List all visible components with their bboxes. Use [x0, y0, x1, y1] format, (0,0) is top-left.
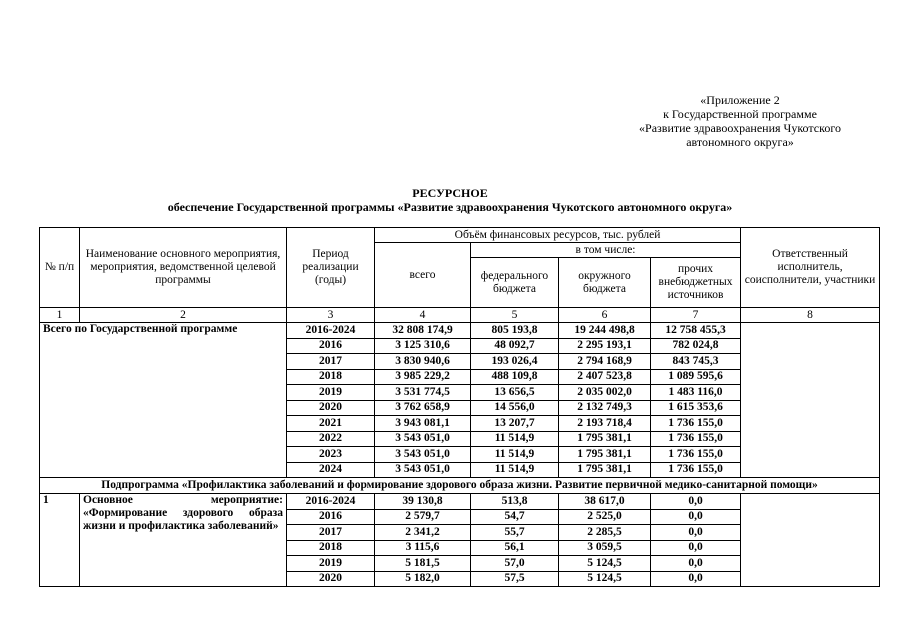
total-cell: 3 830 940,6 — [375, 354, 471, 370]
district-cell: 2 285,5 — [559, 525, 651, 541]
total-cell: 3 762 658,9 — [375, 400, 471, 416]
federal-cell: 11 514,9 — [471, 462, 559, 478]
document-title — [40, 186, 860, 214]
district-cell: 2 295 193,1 — [559, 338, 651, 354]
other-cell: 1 736 155,0 — [651, 462, 741, 478]
federal-cell: 57,0 — [471, 556, 559, 572]
other-cell: 0,0 — [651, 571, 741, 587]
total-cell: 3 531 774,5 — [375, 385, 471, 401]
column-number: 7 — [651, 308, 741, 323]
other-cell: 1 089 595,6 — [651, 369, 741, 385]
header-name: Наименование основного мероприятия, мероприятия, ведомственной целевой программы — [80, 228, 287, 308]
total-label: Всего по Государственной программе — [40, 323, 287, 478]
appendix-note — [590, 93, 890, 149]
header-federal: федерального бюджета — [471, 258, 559, 308]
header-period: Период реализации (годы) — [287, 228, 375, 308]
column-number: 8 — [741, 308, 880, 323]
district-cell: 1 795 381,1 — [559, 431, 651, 447]
measure-label: Основное мероприятие: «Формирование здорового образа жизни и профилактика заболеваний» — [80, 494, 287, 587]
total-cell: 3 115,6 — [375, 540, 471, 556]
column-number: 4 — [375, 308, 471, 323]
total-cell: 3 543 051,0 — [375, 447, 471, 463]
federal-cell: 13 207,7 — [471, 416, 559, 432]
appendix-line: к Государственной программе — [663, 107, 817, 121]
appendix-line: «Приложение 2 — [700, 93, 780, 107]
total-cell: 2 341,2 — [375, 525, 471, 541]
total-cell: 3 943 081,1 — [375, 416, 471, 432]
total-cell: 5 181,5 — [375, 556, 471, 572]
federal-cell: 48 092,7 — [471, 338, 559, 354]
federal-cell: 13 656,5 — [471, 385, 559, 401]
total-cell: 2 579,7 — [375, 509, 471, 525]
other-cell: 1 615 353,6 — [651, 400, 741, 416]
federal-cell: 193 026,4 — [471, 354, 559, 370]
other-cell: 0,0 — [651, 509, 741, 525]
federal-cell: 488 109,8 — [471, 369, 559, 385]
column-number: 2 — [80, 308, 287, 323]
federal-cell: 55,7 — [471, 525, 559, 541]
column-number: 5 — [471, 308, 559, 323]
federal-cell: 57,5 — [471, 571, 559, 587]
appendix-line: автономного округа» — [686, 135, 794, 149]
other-cell: 0,0 — [651, 556, 741, 572]
responsible-cell — [741, 494, 880, 587]
other-cell: 1 736 155,0 — [651, 416, 741, 432]
district-cell: 38 617,0 — [559, 494, 651, 510]
period-cell: 2023 — [287, 447, 375, 463]
column-number: 1 — [40, 308, 80, 323]
period-cell: 2017 — [287, 354, 375, 370]
title-line-2: обеспечение Государственной программы «Развитие здравоохранения Чукотского автономного округа» — [167, 200, 733, 214]
period-cell: 2016 — [287, 509, 375, 525]
district-cell: 1 795 381,1 — [559, 447, 651, 463]
total-cell: 39 130,8 — [375, 494, 471, 510]
other-cell: 1 736 155,0 — [651, 447, 741, 463]
total-cell: 3 543 051,0 — [375, 431, 471, 447]
other-cell: 843 745,3 — [651, 354, 741, 370]
federal-cell: 54,7 — [471, 509, 559, 525]
other-cell: 0,0 — [651, 540, 741, 556]
title-line-1: РЕСУРСНОЕ — [412, 186, 488, 200]
federal-cell: 11 514,9 — [471, 447, 559, 463]
district-cell: 2 525,0 — [559, 509, 651, 525]
header-responsible: Ответственный исполнитель, соисполнители, участники — [741, 228, 880, 308]
district-cell: 2 794 168,9 — [559, 354, 651, 370]
period-cell: 2016-2024 — [287, 494, 375, 510]
other-cell: 0,0 — [651, 525, 741, 541]
column-number: 3 — [287, 308, 375, 323]
period-cell: 2019 — [287, 385, 375, 401]
resource-table — [39, 227, 880, 587]
period-cell: 2020 — [287, 571, 375, 587]
period-cell: 2024 — [287, 462, 375, 478]
measure-number: 1 — [40, 494, 80, 587]
total-cell: 3 543 051,0 — [375, 462, 471, 478]
period-cell: 2019 — [287, 556, 375, 572]
district-cell: 2 132 749,3 — [559, 400, 651, 416]
period-cell: 2020 — [287, 400, 375, 416]
header-num: № п/п — [40, 228, 80, 308]
district-cell: 5 124,5 — [559, 556, 651, 572]
period-cell: 2021 — [287, 416, 375, 432]
column-number: 6 — [559, 308, 651, 323]
district-cell: 19 244 498,8 — [559, 323, 651, 339]
table-row — [40, 494, 880, 510]
other-cell: 0,0 — [651, 494, 741, 510]
federal-cell: 513,8 — [471, 494, 559, 510]
total-cell: 3 985 229,2 — [375, 369, 471, 385]
district-cell: 1 795 381,1 — [559, 462, 651, 478]
header-total: всего — [375, 243, 471, 308]
appendix-line: «Развитие здравоохранения Чукотского — [639, 121, 841, 135]
responsible-cell — [741, 323, 880, 478]
other-cell: 782 024,8 — [651, 338, 741, 354]
district-cell: 3 059,5 — [559, 540, 651, 556]
total-cell: 5 182,0 — [375, 571, 471, 587]
subprogram-title: Подпрограмма «Профилактика заболеваний и формирование здорового образа жизни. Развитие первичной медико-санитарной помощи» — [40, 478, 880, 494]
period-cell: 2018 — [287, 540, 375, 556]
header-volume: Объём финансовых ресурсов, тыс. рублей — [375, 228, 741, 243]
district-cell: 2 193 718,4 — [559, 416, 651, 432]
header-other: прочих внебюджетных источников — [651, 258, 741, 308]
subprogram-row — [40, 478, 880, 494]
other-cell: 1 736 155,0 — [651, 431, 741, 447]
header-including: в том числе: — [471, 243, 741, 258]
federal-cell: 11 514,9 — [471, 431, 559, 447]
period-cell: 2022 — [287, 431, 375, 447]
header-district: окружного бюджета — [559, 258, 651, 308]
district-cell: 2 035 002,0 — [559, 385, 651, 401]
district-cell: 5 124,5 — [559, 571, 651, 587]
other-cell: 1 483 116,0 — [651, 385, 741, 401]
total-cell: 32 808 174,9 — [375, 323, 471, 339]
district-cell: 2 407 523,8 — [559, 369, 651, 385]
period-cell: 2018 — [287, 369, 375, 385]
total-cell: 3 125 310,6 — [375, 338, 471, 354]
federal-cell: 805 193,8 — [471, 323, 559, 339]
period-cell: 2017 — [287, 525, 375, 541]
period-cell: 2016 — [287, 338, 375, 354]
table-row — [40, 323, 880, 339]
other-cell: 12 758 455,3 — [651, 323, 741, 339]
federal-cell: 14 556,0 — [471, 400, 559, 416]
federal-cell: 56,1 — [471, 540, 559, 556]
column-number-row — [40, 308, 880, 323]
period-cell: 2016-2024 — [287, 323, 375, 339]
